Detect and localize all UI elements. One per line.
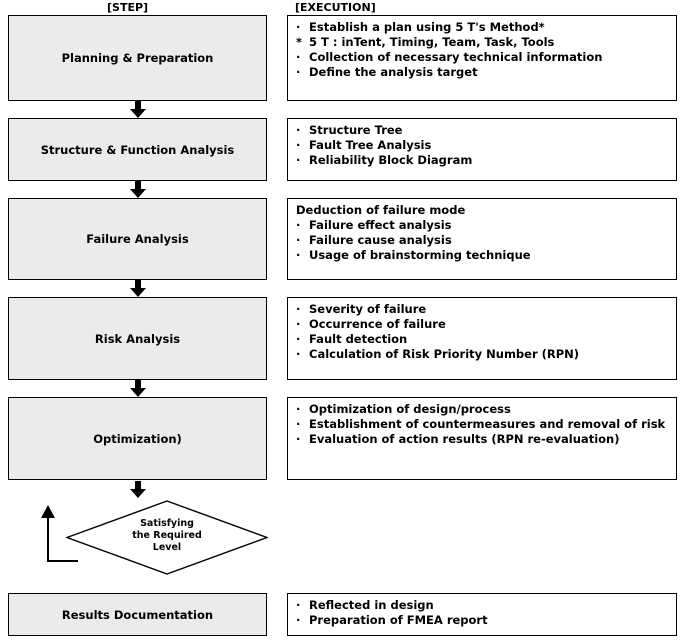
execution-item-text: Structure Tree [309, 123, 403, 137]
decision-diamond-satisfying-required-level [66, 500, 268, 575]
bullet-marker: · [296, 613, 301, 627]
decision-label-line2: the Required [132, 530, 202, 541]
step-label: Structure & Function Analysis [40, 142, 235, 157]
step-label: Failure Analysis [86, 232, 189, 246]
column-header-execution: [EXECUTION] [295, 1, 376, 14]
bullet-marker: · [296, 302, 301, 316]
flow-arrow-down-icon [130, 181, 146, 198]
execution-item-text: Define the analysis target [309, 65, 478, 79]
step-box-optimization [8, 397, 267, 480]
step-label: Results Documentation [61, 607, 214, 622]
execution-item [296, 35, 670, 50]
bullet-marker: · [296, 50, 301, 64]
bullet-marker: · [296, 332, 301, 346]
execution-box-risk-analysis [287, 297, 677, 380]
execution-item [296, 218, 670, 233]
execution-item [296, 613, 670, 628]
step-label: Optimization) [93, 431, 182, 446]
step-box-results-documentation [8, 593, 267, 636]
execution-item-text: Reflected in design [309, 598, 434, 612]
execution-box-results-documentation [287, 593, 677, 636]
flow-arrow-down-icon [130, 101, 146, 118]
bullet-marker: · [296, 138, 301, 152]
decision-label-line1: Satisfying [140, 518, 194, 529]
execution-item-text: Severity of failure [309, 302, 427, 316]
flow-arrow-down-icon [130, 280, 146, 297]
bullet-marker: · [296, 402, 301, 416]
execution-box-structure-function-analysis [287, 118, 677, 181]
step-label: Risk Analysis [94, 331, 181, 346]
bullet-marker: · [296, 347, 301, 361]
execution-box-planning-preparation [287, 15, 677, 101]
bullet-marker: · [296, 123, 301, 137]
execution-item [296, 332, 670, 347]
execution-item-text: 5 T : inTent, Timing, Team, Task, Tools [309, 35, 555, 49]
bullet-marker: · [296, 65, 301, 79]
execution-item-text: Preparation of FMEA report [309, 613, 488, 627]
execution-heading-text: Deduction of failure mode [296, 203, 466, 217]
execution-item [296, 153, 670, 168]
execution-item-text: Establish a plan using 5 T's Method* [309, 20, 545, 34]
bullet-marker: · [296, 317, 301, 331]
execution-item-text: Calculation of Risk Priority Number (RPN) [309, 347, 580, 361]
step-box-risk-analysis [8, 297, 267, 380]
execution-item-text: Fault Tree Analysis [309, 138, 432, 152]
feedback-loop-arrow-icon [36, 505, 86, 567]
flow-arrow-down-icon [130, 380, 146, 397]
execution-item-text: Failure effect analysis [309, 218, 452, 232]
bullet-marker: · [296, 218, 301, 232]
step-box-failure-analysis [8, 198, 267, 280]
execution-heading [296, 203, 670, 218]
execution-item [296, 432, 670, 447]
execution-item-text: Optimization of design/process [309, 402, 511, 416]
step-label: Planning & Preparation [61, 51, 214, 65]
step-box-structure-function-analysis [8, 118, 267, 181]
execution-item [296, 138, 670, 153]
execution-item [296, 598, 670, 613]
execution-item [296, 123, 670, 138]
execution-item [296, 302, 670, 317]
execution-item [296, 347, 670, 362]
execution-item-text: Occurrence of failure [309, 317, 446, 331]
execution-item [296, 65, 670, 80]
step-box-planning-preparation [8, 15, 267, 101]
execution-item [296, 233, 670, 248]
column-header-step: [STEP] [107, 1, 149, 14]
execution-item [296, 317, 670, 332]
execution-item [296, 402, 670, 417]
decision-label-line3: Level [152, 542, 182, 553]
execution-item-text: Evaluation of action results (RPN re-evaluation) [309, 432, 620, 446]
execution-item [296, 50, 670, 65]
execution-item-text: Usage of brainstorming technique [309, 248, 531, 262]
execution-box-failure-analysis [287, 198, 677, 280]
flow-arrow-down-icon [130, 481, 146, 498]
bullet-marker: * [296, 35, 303, 49]
bullet-marker: · [296, 233, 301, 247]
decision-label [66, 518, 268, 554]
bullet-marker: · [296, 598, 301, 612]
execution-item-text: Reliability Block Diagram [309, 153, 473, 167]
execution-item-text: Collection of necessary technical information [309, 50, 603, 64]
execution-box-optimization [287, 397, 677, 480]
bullet-marker: · [296, 417, 301, 431]
execution-item-text: Failure cause analysis [309, 233, 452, 247]
execution-item [296, 20, 670, 35]
execution-item-text: Fault detection [309, 332, 408, 346]
execution-item [296, 248, 670, 263]
bullet-marker: · [296, 20, 301, 34]
bullet-marker: · [296, 248, 301, 262]
bullet-marker: · [296, 153, 301, 167]
execution-item [296, 417, 670, 432]
bullet-marker: · [296, 432, 301, 446]
execution-item-text: Establishment of countermeasures and removal of risk [309, 417, 666, 431]
